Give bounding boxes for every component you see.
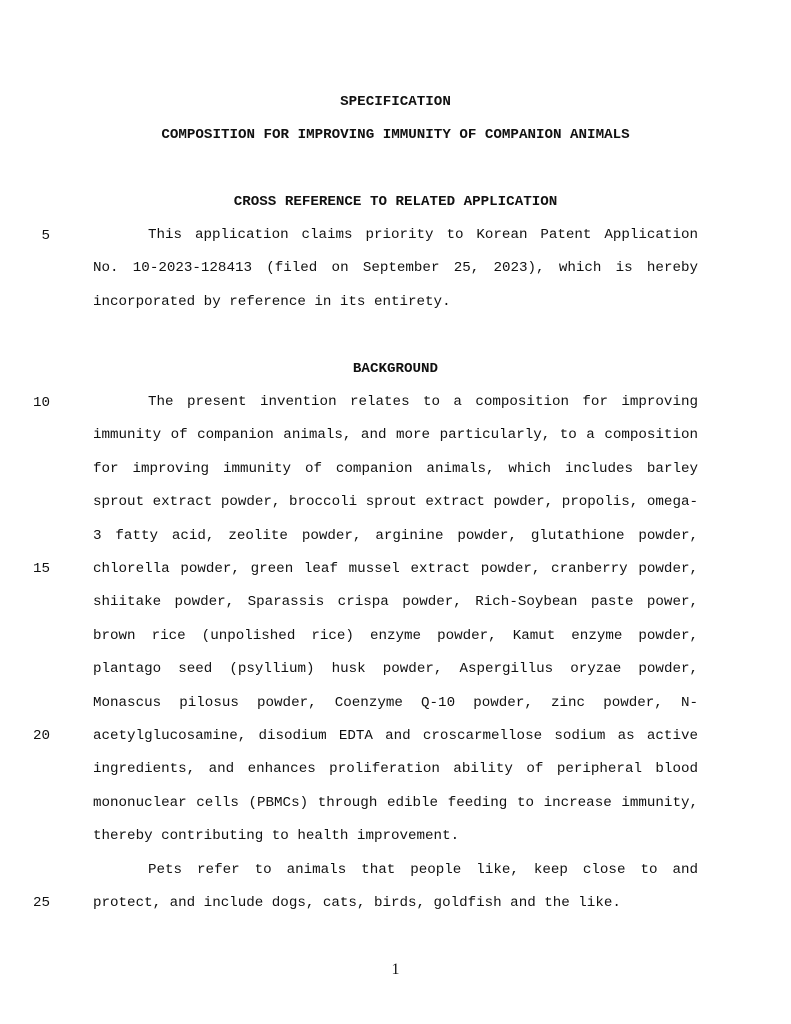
line-number-25: 25 xyxy=(32,895,50,911)
background-paragraph-2: Pets refer to animals that people like, keep close to and protect, and include dogs, cats, birds, goldfish and the like. xyxy=(93,861,698,912)
page-number: 1 xyxy=(391,961,400,978)
line-number-5: 5 xyxy=(41,228,50,244)
cross-reference-paragraph: This application claims priority to Korean Patent Application No. 10-2023-128413 (filed on September 25, 2023), which is hereby incorporated by reference in its entirety. xyxy=(93,227,698,310)
line-number-20: 20 xyxy=(32,728,50,744)
line-number-15: 15 xyxy=(32,561,50,577)
background-paragraph-1: The present invention relates to a composition for improving immunity of companion animals, and more particularly, to a composition for improving immunity of companion animals, which includes barley sprout extract powder, broccoli sprout extract powder, propolis, omega-3 fatty acid, zeolite powder, arginine powder, glutathione powder, chlorella powder, green leaf mussel extract powder, cranberry powder, shiitake powder, Sparassis crispa powder, Rich-Soybean paste power, brown rice (unpolished rice) enzyme powder, Kamut enzyme powder, plantago seed (psyllium) husk powder, Aspergillus oryzae powder, Monascus pilosus powder, Coenzyme Q-10 powder, zinc powder, N-acetylglucosamine, disodium EDTA and croscarmellose sodium as active ingredients, and enhances proliferation ability of peripheral blood mononuclear cells (PBMCs) through edible feeding to increase immunity, thereby contributing to health improvement. xyxy=(93,394,698,845)
document-title: SPECIFICATION xyxy=(340,94,451,110)
section-heading-background: BACKGROUND xyxy=(352,361,439,377)
line-number-10: 10 xyxy=(32,395,50,411)
background-body xyxy=(93,386,698,921)
cross-reference-body xyxy=(93,219,698,319)
document-subtitle: COMPOSITION FOR IMPROVING IMMUNITY OF COMPANION ANIMALS xyxy=(161,127,630,143)
section-heading-cross-reference: CROSS REFERENCE TO RELATED APPLICATION xyxy=(233,194,558,210)
